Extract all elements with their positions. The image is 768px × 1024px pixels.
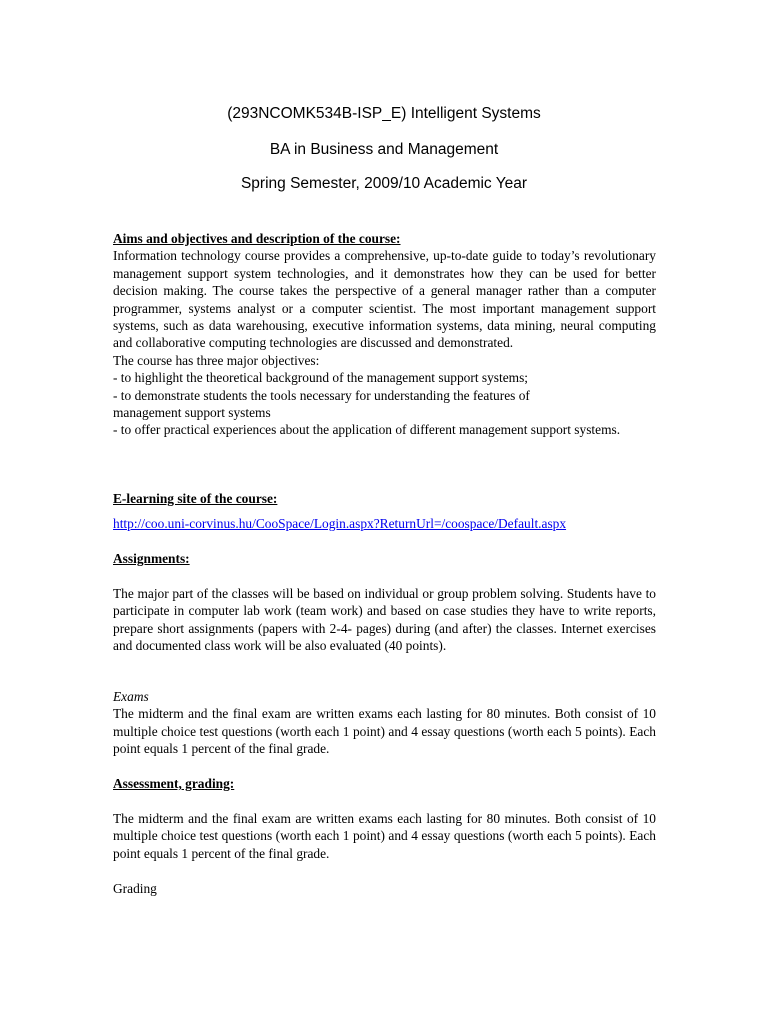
elearning-section xyxy=(113,490,656,507)
aims-heading: Aims and objectives and description of the course: xyxy=(113,231,401,246)
assignments-heading: Assignments: xyxy=(113,551,190,566)
exams-label: Exams xyxy=(113,689,149,704)
assessment-body xyxy=(113,810,656,862)
objective-item: - to highlight the theoretical background of the management support systems; xyxy=(113,370,529,386)
exams-paragraph: The midterm and the final exam are written exams each lasting for 80 minutes. Both consist of 10 multiple choice test questions (worth each 1 point) and 4 essay questions (worth each 5 points). Each point equals 1 percent of the final grade. xyxy=(113,706,656,757)
elearning-heading: E-learning site of the course: xyxy=(113,491,278,506)
elearning-link[interactable]: http://coo.uni-corvinus.hu/CooSpace/Login.aspx?ReturnUrl=/coospace/Default.aspx xyxy=(113,516,567,531)
assessment-paragraph: The midterm and the final exam are written exams each lasting for 80 minutes. Both consist of 10 multiple choice test questions (worth each 1 point) and 4 essay questions (worth each 5 points). Each point equals 1 percent of the final grade. xyxy=(113,811,656,861)
elearning-link-wrap xyxy=(113,515,656,532)
grading-block xyxy=(113,880,656,897)
semester-title: Spring Semester, 2009/10 Academic Year xyxy=(240,175,528,192)
objective-item: - to offer practical experiences about the application of different management support systems. xyxy=(113,422,621,438)
exams-block xyxy=(113,688,656,758)
assessment-section xyxy=(113,775,656,792)
aims-paragraph: Information technology course provides a comprehensive, up-to-date guide to today’s revolutionary management support system technologies, and it demonstrates how they can be used for better decision making. The course takes the perspective of a general manager rather than a computer programmer, systems analyst or a computer scientist. The most important management support systems, such as data warehousing, executive information systems, data mining, neural computing and collaborative computing technologies are discussed and demonstrated. xyxy=(113,248,656,351)
objectives-intro: The course has three major objectives: xyxy=(113,352,320,368)
objective-item: - to demonstrate students the tools necessary for understanding the features of management support systems xyxy=(113,387,530,421)
course-title: (293NCOMK534B-ISP_E) Intelligent Systems xyxy=(227,105,541,122)
aims-section xyxy=(113,230,656,439)
grading-label: Grading xyxy=(113,881,157,896)
program-title: BA in Business and Management xyxy=(269,141,499,158)
assessment-heading: Assessment, grading: xyxy=(113,776,235,791)
assignments-body xyxy=(113,585,656,655)
assignments-paragraph: The major part of the classes will be based on individual or group problem solving. Students have to participate in computer lab work (team work) and based on case studies they have to write reports, prepare short assignments (papers with 2-4- pages) during (and after) the classes. Internet exercises and documented class work will be also evaluated (40 points). xyxy=(113,586,656,654)
assignments-section xyxy=(113,550,656,567)
